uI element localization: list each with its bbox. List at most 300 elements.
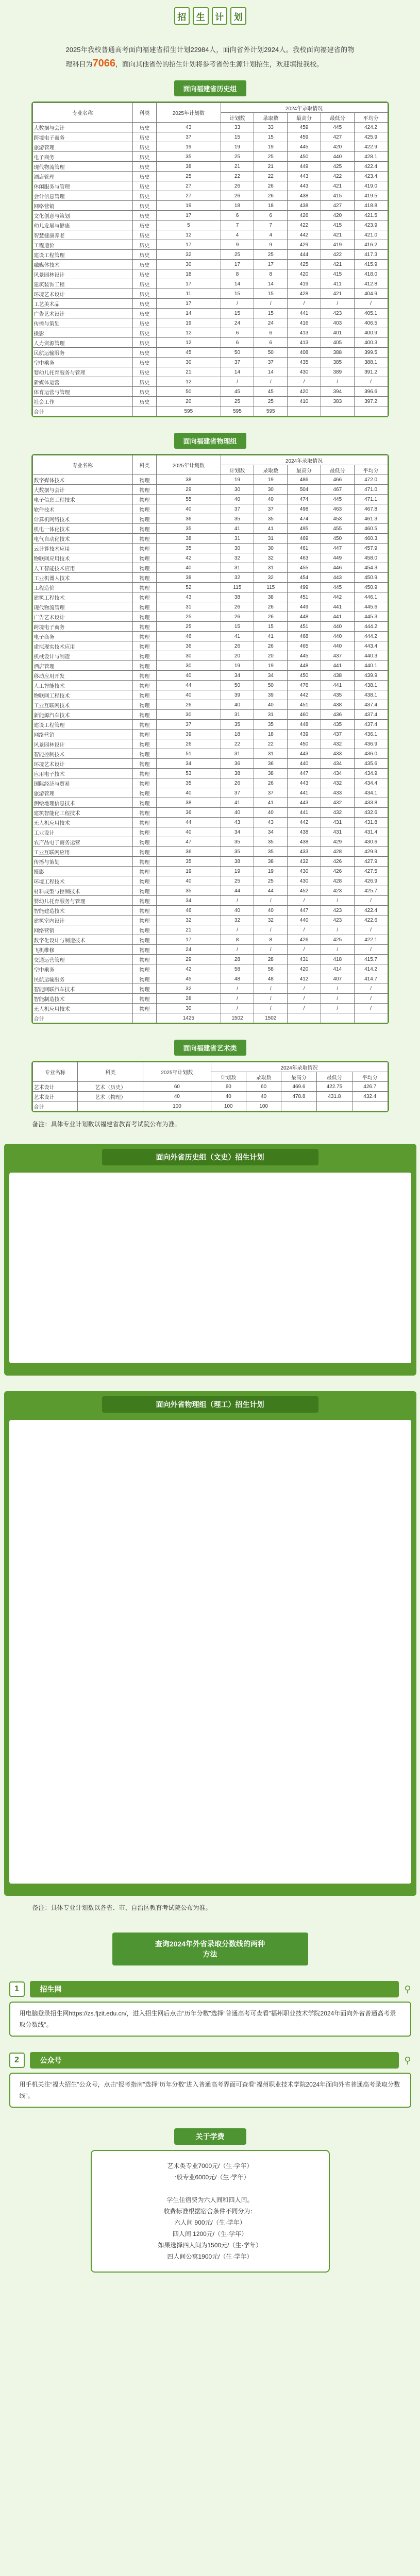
table-cell: 433.8 xyxy=(354,798,388,808)
table-cell: 115 xyxy=(254,583,288,592)
table-cell: 物理 xyxy=(132,896,156,906)
table-cell: 历史 xyxy=(132,172,156,181)
table-cell: 423 xyxy=(321,906,354,916)
table-row xyxy=(32,406,388,416)
table-cell: 婴幼儿托育服务与管理 xyxy=(32,367,132,377)
table-cell: 50 xyxy=(157,387,221,397)
table-cell: 423 xyxy=(321,886,354,896)
table-row xyxy=(32,906,388,916)
table-cell: 26 xyxy=(221,778,254,788)
table-cell: 425 xyxy=(321,935,354,945)
table-row xyxy=(32,279,388,289)
table-cell: 工艺美术品 xyxy=(32,299,132,309)
table-cell: 物理 xyxy=(132,583,156,592)
table-cell: 26 xyxy=(221,602,254,612)
table-cell: 物理 xyxy=(132,622,156,632)
table-cell: 34 xyxy=(254,827,288,837)
table-cell: 15 xyxy=(221,289,254,299)
table-cell: / xyxy=(221,896,254,906)
table-cell: 摄影 xyxy=(32,867,132,876)
table-cell: 41 xyxy=(254,524,288,534)
table-row xyxy=(32,367,388,377)
table-cell: 418 xyxy=(321,955,354,964)
table-cell: 14 xyxy=(254,367,288,377)
col-plan2025: 2025年计划数 xyxy=(143,1062,211,1082)
col-admit: 录取数 xyxy=(254,465,288,475)
table-cell: 1502 xyxy=(221,1013,254,1023)
table-cell: 426 xyxy=(288,935,321,945)
table-cell: 30 xyxy=(157,260,221,269)
table-cell: 28 xyxy=(221,955,254,964)
table-cell: 422 xyxy=(321,172,354,181)
table-cell: 35 xyxy=(254,514,288,524)
table-cell: 30 xyxy=(157,651,221,661)
table-cell: 34 xyxy=(221,671,254,681)
table-cell: 420 xyxy=(321,211,354,221)
table-cell: 旅游管理 xyxy=(32,142,132,152)
table-cell: 399.5 xyxy=(354,348,388,358)
table-cell: 449 xyxy=(288,162,321,172)
table-cell: 450.9 xyxy=(354,583,388,592)
table-cell: / xyxy=(254,377,288,387)
table-row xyxy=(32,475,388,485)
table-row xyxy=(32,221,388,230)
table-cell: 26 xyxy=(254,612,288,622)
table-cell: 427 xyxy=(321,201,354,211)
table-cell: 25 xyxy=(254,876,288,886)
table-row xyxy=(32,181,388,191)
table-cell: 37 xyxy=(157,132,221,142)
table-cell: 历史 xyxy=(132,230,156,240)
table-cell: 历史 xyxy=(132,250,156,260)
table-row xyxy=(32,348,388,358)
table-cell: 物理 xyxy=(132,769,156,778)
table-cell: 历史 xyxy=(132,358,156,367)
table-cell: 433 xyxy=(288,847,321,857)
table-cell: 物理 xyxy=(132,690,156,700)
table-cell: 421 xyxy=(321,181,354,191)
table-row xyxy=(32,1004,388,1013)
table-cell: 37 xyxy=(254,788,288,798)
table-cell: 19 xyxy=(254,661,288,671)
table-cell: 31 xyxy=(221,710,254,720)
table-cell: 物理 xyxy=(132,867,156,876)
table-cell: 51 xyxy=(157,749,221,759)
table-row xyxy=(32,945,388,955)
table-cell: 30 xyxy=(157,1004,221,1013)
table-cell: 无人机应用技术 xyxy=(32,818,132,827)
table-cell: 423 xyxy=(321,916,354,925)
table-row xyxy=(32,230,388,240)
table-cell: 414 xyxy=(321,964,354,974)
table-row xyxy=(32,827,388,837)
table-cell: 物理 xyxy=(132,857,156,867)
table-cell: 40 xyxy=(254,495,288,504)
table-cell: 438 xyxy=(321,671,354,681)
table-cell: 428 xyxy=(321,876,354,886)
table-cell: 20 xyxy=(157,397,221,406)
table-cell: 46 xyxy=(157,632,221,641)
table-cell: 数字媒体技术 xyxy=(32,475,132,485)
table-cell: 历史 xyxy=(132,123,156,132)
table-cell: 30 xyxy=(221,544,254,553)
table-cell: 433 xyxy=(321,788,354,798)
table-row xyxy=(32,583,388,592)
table-cell: / xyxy=(288,377,321,387)
table-cell: 436 xyxy=(321,710,354,720)
table-cell: 6 xyxy=(221,338,254,348)
table-cell: 422.9 xyxy=(354,142,388,152)
table-cell: 历史 xyxy=(132,367,156,377)
table-cell: 14 xyxy=(221,367,254,377)
table-cell: 40 xyxy=(157,876,221,886)
table-cell: 物理 xyxy=(132,964,156,974)
table-cell: 18 xyxy=(157,269,221,279)
table-cell: 450 xyxy=(321,534,354,544)
table-cell: 历史 xyxy=(132,269,156,279)
table-row xyxy=(32,867,388,876)
table-row xyxy=(32,563,388,573)
table-cell: 20 xyxy=(221,651,254,661)
table-cell: 35 xyxy=(157,524,221,534)
table-row xyxy=(32,534,388,544)
table-cell: 跨境电子商务 xyxy=(32,132,132,142)
table-cell: 43 xyxy=(157,592,221,602)
table-cell: 407 xyxy=(321,974,354,984)
table-cell: 35 xyxy=(221,514,254,524)
table-cell: 425 xyxy=(288,260,321,269)
table-cell: 422.75 xyxy=(316,1082,352,1092)
table-cell: 431.4 xyxy=(354,827,388,837)
table-cell: 34 xyxy=(254,671,288,681)
table-cell: 55 xyxy=(157,495,221,504)
about-line: 如果选择四人间为1500元/（生·学年） xyxy=(158,2242,262,2249)
table-cell xyxy=(281,1101,316,1111)
table-cell: 412.8 xyxy=(354,279,388,289)
table-cell: 大数据与会计 xyxy=(32,123,132,132)
table-cell: 19 xyxy=(221,142,254,152)
table-cell: 427 xyxy=(321,132,354,142)
col-min: 最低分 xyxy=(321,113,354,123)
table-cell: 40 xyxy=(157,563,221,573)
table-row xyxy=(32,299,388,309)
out-history-table-area xyxy=(9,1173,411,1363)
table-cell: / xyxy=(221,925,254,935)
table-cell: 机电一体化技术 xyxy=(32,524,132,534)
table-cell: / xyxy=(321,945,354,955)
table-cell: / xyxy=(321,984,354,994)
table-cell: 19 xyxy=(254,475,288,485)
table-cell: 物理 xyxy=(132,612,156,622)
table-cell: / xyxy=(321,896,354,906)
table-cell: 29 xyxy=(157,485,221,495)
table-cell: 物理 xyxy=(132,916,156,925)
table-cell: 历史 xyxy=(132,348,156,358)
table-cell: 24 xyxy=(254,318,288,328)
table-cell: 435 xyxy=(321,690,354,700)
title-char: 招 xyxy=(174,7,190,25)
art-table xyxy=(32,1062,388,1111)
table-cell: 15 xyxy=(254,309,288,318)
table-cell: / xyxy=(221,984,254,994)
table-cell: 飞机维修 xyxy=(32,945,132,955)
table-cell: 40 xyxy=(254,808,288,818)
table-cell: / xyxy=(221,994,254,1004)
table-cell: 455 xyxy=(288,563,321,573)
table-cell: 大数据与会计 xyxy=(32,485,132,495)
table-cell: 426 xyxy=(321,867,354,876)
table-cell: 60 xyxy=(211,1082,246,1092)
table-cell: 421 xyxy=(321,260,354,269)
table-cell: 459 xyxy=(288,123,321,132)
about-box xyxy=(91,2150,330,2273)
table-cell: 12 xyxy=(157,377,221,387)
table-cell: 445 xyxy=(288,651,321,661)
table-cell: 419.5 xyxy=(354,191,388,201)
table-cell: 艺术（物理） xyxy=(78,1092,143,1101)
table-cell: 40 xyxy=(221,700,254,710)
table-cell: / xyxy=(354,984,388,994)
table-cell: / xyxy=(354,896,388,906)
table-cell: 6 xyxy=(254,328,288,338)
table-cell: 58 xyxy=(254,964,288,974)
table-cell xyxy=(354,406,388,416)
note-other: 备注：具体专业计划数以各省、市、自治区教育考试院公布为准。 xyxy=(32,1904,212,1911)
table-cell: 交通运营管理 xyxy=(32,955,132,964)
note-fujian: 备注：具体专业计划数以福建省教育考试院公布为准。 xyxy=(32,1121,181,1128)
table-cell: 40 xyxy=(221,906,254,916)
col-plan2025: 2025年计划数 xyxy=(157,103,221,123)
col-plan: 计划数 xyxy=(211,1072,246,1082)
table-cell: 17 xyxy=(157,279,221,289)
intro-part-b: ，面向其他省份的招生计划将参考省份生源计划招生，欢迎填报我校。 xyxy=(115,60,324,68)
table-cell: 网络营销 xyxy=(32,730,132,739)
col-max: 最高分 xyxy=(281,1072,316,1082)
table-row xyxy=(32,964,388,974)
table-cell: 440 xyxy=(321,622,354,632)
table-row xyxy=(32,632,388,641)
table-row xyxy=(32,397,388,406)
table-cell: 人工智能技术 xyxy=(32,681,132,690)
table-cell: 45 xyxy=(157,348,221,358)
table-cell: 450 xyxy=(288,739,321,749)
table-cell: 跨境电子商务 xyxy=(32,622,132,632)
table-cell: 45 xyxy=(254,387,288,397)
table-cell: 26 xyxy=(254,778,288,788)
table-cell: 442 xyxy=(288,690,321,700)
table-cell: 环境工程技术 xyxy=(32,876,132,886)
table-cell: 431 xyxy=(288,955,321,964)
table-cell: 429 xyxy=(321,837,354,847)
table-cell xyxy=(132,406,156,416)
table-cell: 48 xyxy=(254,974,288,984)
table-cell: 406.5 xyxy=(354,318,388,328)
table-cell: 431.8 xyxy=(354,818,388,827)
col-max: 最高分 xyxy=(288,113,321,123)
table-cell: 34 xyxy=(157,896,221,906)
table-cell: 36 xyxy=(157,514,221,524)
col-avg: 平均分 xyxy=(354,113,388,123)
table-row xyxy=(32,984,388,994)
out-physics-head: 面向外省物理组（理工）招生计划 xyxy=(102,1396,318,1413)
table-cell: 443 xyxy=(288,798,321,808)
table-cell: 440 xyxy=(321,641,354,651)
table-cell: 4 xyxy=(221,230,254,240)
table-cell: 15 xyxy=(221,132,254,142)
table-cell: 25 xyxy=(221,152,254,162)
table-cell: 38 xyxy=(254,857,288,867)
table-cell: 437 xyxy=(321,730,354,739)
table-cell: 432 xyxy=(288,857,321,867)
table-cell: 425.7 xyxy=(354,886,388,896)
table-cell: 9 xyxy=(221,240,254,250)
table-row xyxy=(32,1082,388,1092)
table-cell: 5 xyxy=(157,221,221,230)
history-table xyxy=(32,103,388,416)
table-cell: 52 xyxy=(157,583,221,592)
table-cell: 595 xyxy=(221,406,254,416)
table-cell: 历史 xyxy=(132,338,156,348)
table-cell: 34 xyxy=(221,827,254,837)
table-cell: 425.9 xyxy=(354,132,388,142)
col-min: 最低分 xyxy=(316,1072,352,1082)
table-row xyxy=(32,837,388,847)
table-cell: 19 xyxy=(157,142,221,152)
table-cell: 463 xyxy=(321,504,354,514)
table-cell: 12 xyxy=(157,328,221,338)
table-cell: 12 xyxy=(157,338,221,348)
table-cell: 420 xyxy=(288,964,321,974)
table-cell: 410 xyxy=(288,397,321,406)
table-cell: / xyxy=(354,377,388,387)
table-cell: 历史 xyxy=(132,309,156,318)
table-cell: 传播与策划 xyxy=(32,857,132,867)
table-cell: 28 xyxy=(157,994,221,1004)
out-physics-table-area xyxy=(9,1420,411,1884)
table-cell: 24 xyxy=(221,318,254,328)
table-row xyxy=(32,240,388,250)
table-cell: 酒店管理 xyxy=(32,661,132,671)
table-cell: 云计算技术应用 xyxy=(32,544,132,553)
table-cell: 438 xyxy=(288,837,321,847)
table-cell: 441 xyxy=(288,788,321,798)
table-cell: 432.6 xyxy=(354,808,388,818)
table-cell: 30 xyxy=(254,485,288,495)
table-cell: 35 xyxy=(157,544,221,553)
table-cell: 网络营销 xyxy=(32,925,132,935)
table-cell: 438 xyxy=(288,201,321,211)
table-cell: 440 xyxy=(288,759,321,769)
out-history-panel xyxy=(4,1144,416,1376)
table-row xyxy=(32,769,388,778)
table-cell: 471.0 xyxy=(354,485,388,495)
table-cell: 58 xyxy=(221,964,254,974)
table-cell: 19 xyxy=(254,142,288,152)
table-cell: 41 xyxy=(221,798,254,808)
table-cell: 38 xyxy=(157,475,221,485)
table-cell: 物理 xyxy=(132,906,156,916)
table-cell: 电子商务 xyxy=(32,632,132,641)
table-cell: 39 xyxy=(254,690,288,700)
table-row xyxy=(32,857,388,867)
table-cell: 421.5 xyxy=(354,211,388,221)
table-cell: 历史 xyxy=(132,211,156,221)
table-cell: 44 xyxy=(157,818,221,827)
art-table-frame xyxy=(31,1061,389,1112)
table-cell: 39 xyxy=(157,730,221,739)
table-row xyxy=(32,514,388,524)
table-cell: 艺术设计 xyxy=(32,1082,78,1092)
table-cell: 历史 xyxy=(132,387,156,397)
table-cell: 436.0 xyxy=(354,749,388,759)
table-cell: 428 xyxy=(321,847,354,857)
table-cell: 15 xyxy=(254,132,288,142)
table-cell: 32 xyxy=(157,984,221,994)
table-cell: 471.1 xyxy=(354,495,388,504)
about-line: 学生住宿费为六人间和四人间。 xyxy=(166,2196,254,2204)
table-cell: 历史 xyxy=(132,279,156,289)
table-cell: 17 xyxy=(157,299,221,309)
about-title: 关于学费 xyxy=(174,2128,246,2145)
table-cell: 物理 xyxy=(132,495,156,504)
table-cell: 457.9 xyxy=(354,544,388,553)
table-cell: 工程造价 xyxy=(32,240,132,250)
col-admit: 录取数 xyxy=(246,1072,281,1082)
about-line: 一般专业6000元/（生·学年） xyxy=(170,2174,250,2181)
table-cell: 449 xyxy=(288,602,321,612)
table-cell: 434 xyxy=(321,759,354,769)
table-cell: 17 xyxy=(157,240,221,250)
table-cell: 37 xyxy=(221,504,254,514)
table-cell: 422.4 xyxy=(354,162,388,172)
table-row xyxy=(32,358,388,367)
table-cell: 21 xyxy=(254,162,288,172)
table-cell: 455 xyxy=(321,524,354,534)
table-row xyxy=(32,925,388,935)
table-cell: 电子商务 xyxy=(32,152,132,162)
table-cell: 35 xyxy=(254,720,288,730)
table-cell: 物理 xyxy=(132,504,156,514)
table-cell: 37 xyxy=(254,358,288,367)
table-cell: 37 xyxy=(221,788,254,798)
table-cell: 6 xyxy=(221,211,254,221)
table-cell: / xyxy=(254,299,288,309)
table-cell: 物联网应用技术 xyxy=(32,553,132,563)
table-cell: 419 xyxy=(288,279,321,289)
table-cell: 38 xyxy=(157,798,221,808)
table-cell: 431 xyxy=(321,818,354,827)
step-1 xyxy=(9,1981,411,2037)
table-cell: 35 xyxy=(254,847,288,857)
table-cell: 38 xyxy=(157,162,221,172)
table-cell: 19 xyxy=(221,475,254,485)
table-cell: 469.6 xyxy=(281,1082,316,1092)
table-cell: 17 xyxy=(157,935,221,945)
table-row xyxy=(32,1013,388,1023)
table-cell: 40 xyxy=(143,1092,211,1101)
table-row xyxy=(32,318,388,328)
col-subject: 科类 xyxy=(132,455,156,475)
table-cell: 40 xyxy=(254,700,288,710)
table-row xyxy=(32,142,388,152)
table-cell: 空中乘务 xyxy=(32,964,132,974)
table-row xyxy=(32,661,388,671)
table-cell: 441 xyxy=(321,602,354,612)
table-cell: 43 xyxy=(157,123,221,132)
table-cell: 物理 xyxy=(132,994,156,1004)
table-cell: 32 xyxy=(254,553,288,563)
table-cell: 历史 xyxy=(132,377,156,387)
